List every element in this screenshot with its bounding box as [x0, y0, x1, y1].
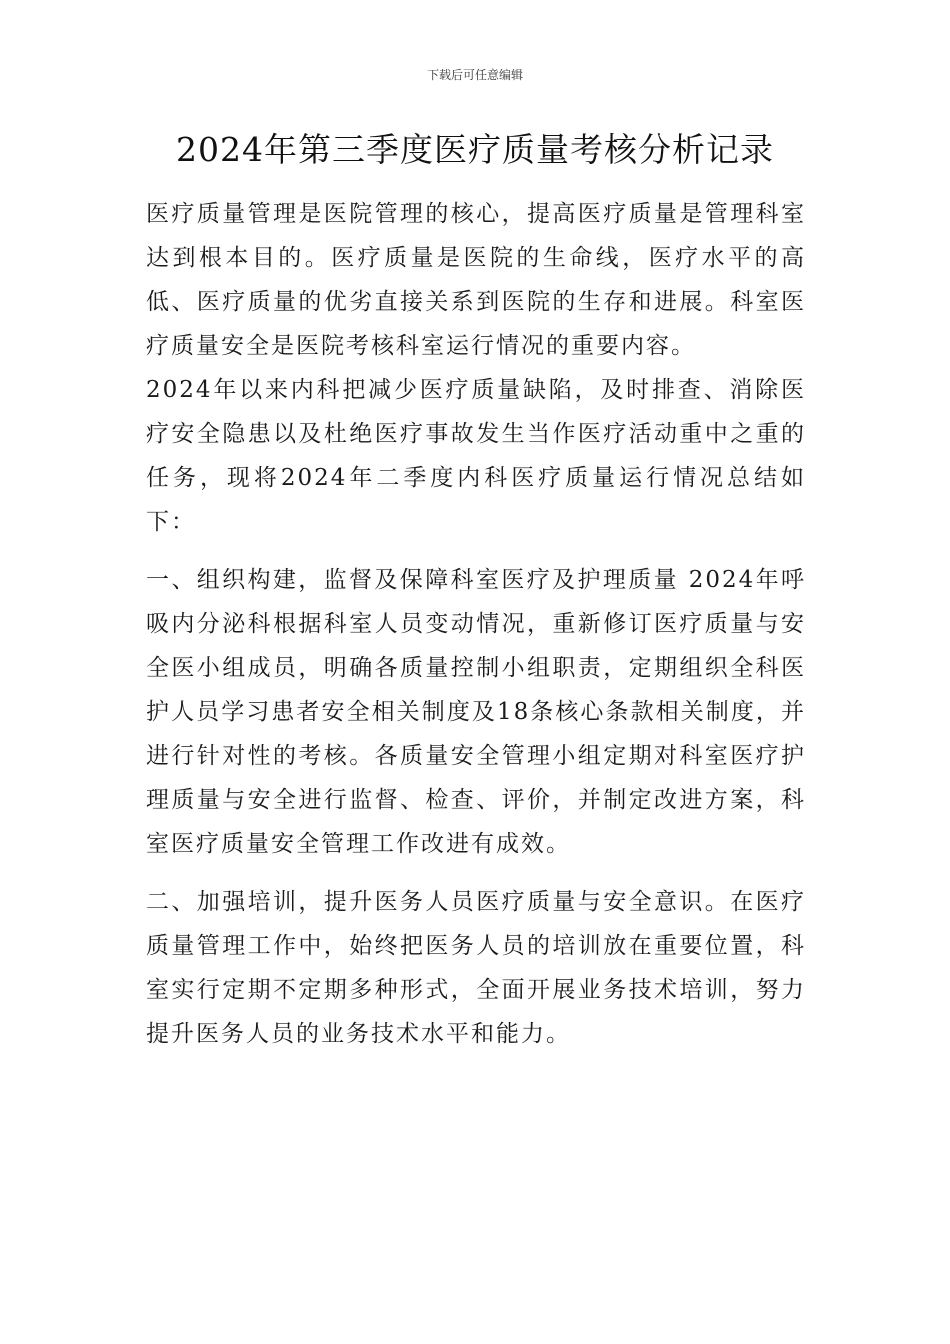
document-title: 2024年第三季度医疗质量考核分析记录: [176, 130, 774, 169]
paragraph-overview: 2024年以来内科把减少医疗质量缺陷，及时排查、消除医疗安全隐患以及杜绝医疗事故发生当作医疗活动重中之重的任务，现将2024年二季度内科医疗质量运行情况总结如下：: [146, 377, 806, 535]
document-body: [146, 192, 806, 1056]
paragraph-section-one: 一、组织构建，监督及保障科室医疗及护理质量 2024年呼吸内分泌科根据科室人员变动情况，重新修订医疗质量与安全医小组成员，明确各质量控制小组职责，定期组织全科医护人员学习患者安全相关制度及18条核心条款相关制度，并进行针对性的考核。各质量安全管理小组定期对科室医疗护理质量与安全进行监督、检查、评价，并制定改进方案，科室医疗质量安全管理工作改进有成效。: [146, 567, 806, 857]
paragraph-section-two: 二、加强培训，提升医务人员医疗质量与安全意识。在医疗质量管理工作中，始终把医务人员的培训放在重要位置，科室实行定期不定期多种形式，全面开展业务技术培训，努力提升医务人员的业务技术水平和能力。: [146, 889, 806, 1047]
header-note: 下载后可任意编辑: [426, 68, 523, 82]
paragraph-intro: 医疗质量管理是医院管理的核心，提高医疗质量是管理科室达到根本目的。医疗质量是医院的生命线，医疗水平的高低、医疗质量的优劣直接关系到医院的生存和进展。科室医疗质量安全是医院考核科室运行情况的重要内容。: [146, 201, 806, 359]
